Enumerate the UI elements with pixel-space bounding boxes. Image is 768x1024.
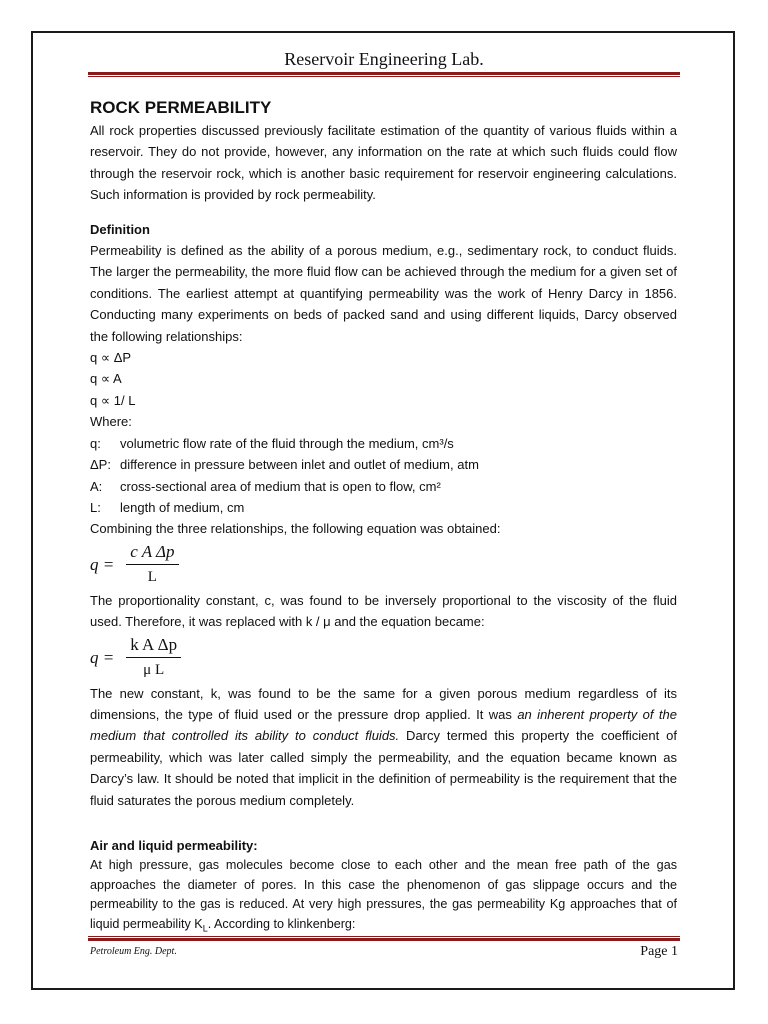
equation-fraction	[126, 541, 178, 589]
footer-rule	[88, 935, 680, 941]
term-symbol: A:	[90, 478, 103, 494]
term-description: length of medium, cm	[120, 499, 245, 515]
intro-paragraph: All rock properties discussed previously facilitate estimation of the quantity of various fluids within a reservoir. They do not provide, however, any information on the rate at which such fluids could flow through the reservoir rock, which is another basic requirement for reservoir engineering calculations. Such information is provided by rock permeability.	[90, 123, 677, 203]
combining-text: Combining the three relationships, the following equation was obtained:	[90, 521, 501, 537]
term-symbol: ΔP:	[90, 457, 111, 473]
term-definitions	[90, 433, 677, 519]
term-item	[90, 497, 677, 518]
air-liquid-paragraph: At high pressure, gas molecules become close to each other and the mean free path of the gas approaches the diameter of pores. In this case the phenomenon of gas slippage occurs and the permeability to the gas is reduced. At very high pressures, the gas permeability Kg approaches that of liquid permeability $K_L$. According to klinkenberg:	[90, 858, 677, 934]
page-number: Page 1	[640, 944, 678, 959]
equation-numerator: c A Δp	[126, 541, 178, 565]
term-description: volumetric flow rate of the fluid through the medium, cm³/s	[120, 435, 454, 451]
emphasis-text: an inherent property of the medium that controlled its ability to conduct fluids.	[90, 706, 677, 744]
definition-paragraph: Permeability is defined as the ability of a porous medium, e.g., sedimentary rock, to conduct fluids. The larger the permeability, the more fluid flow can be achieved through the medium for a given set of conditions. The earliest attempt at quantifying permeability was the work of Henry Darcy in 1856. Conducting many experiments on beds of packed sand and using different liquids, Darcy observed the following relationships:	[90, 243, 677, 344]
where-label: Where:	[90, 414, 132, 430]
equation-lhs: q =	[90, 555, 115, 575]
relation-item: q ∝ 1/ L	[90, 392, 136, 408]
term-description: cross-sectional area of medium that is open to flow, cm²	[120, 478, 441, 494]
page-header-title: Reservoir Engineering Lab.	[284, 49, 484, 69]
term-item	[90, 433, 677, 454]
section-title: ROCK PERMEABILITY	[90, 98, 272, 117]
term-item	[90, 476, 677, 497]
relation-item: q ∝ ΔP	[90, 350, 132, 366]
equation-lhs: q =	[90, 647, 115, 667]
footer-department: Petroleum Eng. Dept.	[90, 946, 177, 957]
term-item	[90, 454, 677, 475]
header-rule	[88, 72, 680, 77]
equation-fraction	[126, 634, 181, 682]
relations-list	[90, 347, 677, 411]
proportionality-paragraph: The proportionality constant, c, was found to be inversely proportional to the viscosity of the fluid used. Therefore, it was replaced with k / μ and the equation became:	[90, 592, 677, 630]
relation-item: q ∝ A	[90, 371, 122, 387]
term-symbol: q:	[90, 435, 101, 451]
equation-denominator: μ L	[143, 662, 165, 679]
term-symbol: L:	[90, 499, 101, 515]
air-liquid-heading: Air and liquid permeability:	[90, 837, 258, 853]
equation-2	[90, 633, 677, 683]
equation-denominator: L	[147, 569, 157, 586]
equation-numerator: k A Δp	[126, 634, 181, 658]
page-content	[90, 96, 677, 939]
darcy-law-paragraph: The new constant, k, was found to be the same for a given porous medium regardless of its dimensions, the type of fluid used or the pressure drop applied. It was an inherent property of the medium that controlled its ability to conduct fluids. Darcy termed this property the coefficient of permeability, which was later called simply the permeability, and the equation became known as Darcy’s law. It should be noted that implicit in the definition of permeability is the requirement that the fluid saturates the porous medium completely.	[90, 685, 677, 808]
definition-heading: Definition	[90, 221, 150, 237]
equation-1	[90, 540, 677, 590]
term-description: difference in pressure between inlet and outlet of medium, atm	[120, 457, 479, 473]
